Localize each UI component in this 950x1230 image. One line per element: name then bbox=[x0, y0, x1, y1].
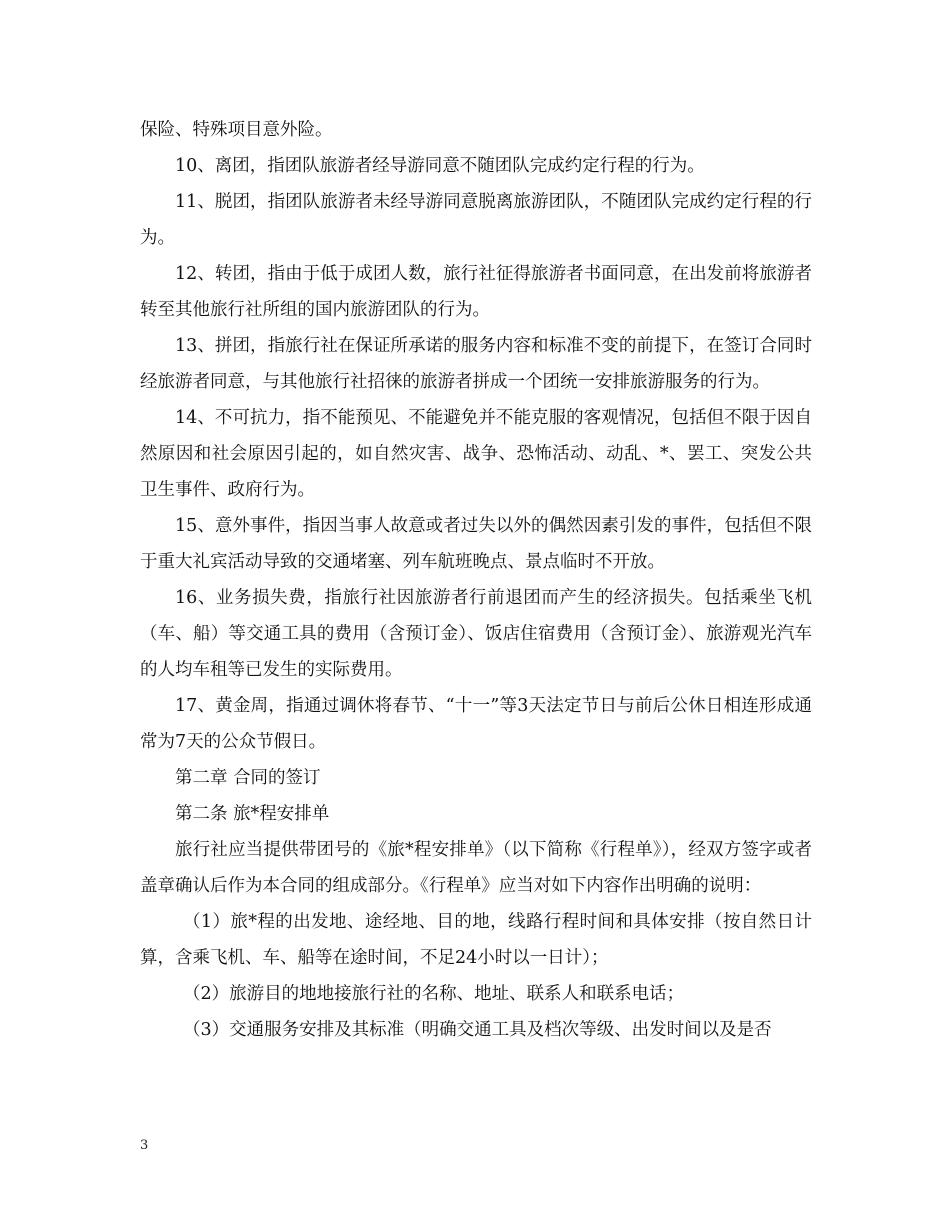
chapter-heading: 第二章 合同的签订 bbox=[175, 768, 321, 788]
paragraph-itinerary-intro: 旅行社应当提供带团号的《旅*程安排单》（以下简称《行程单》），经双方签字或者盖章确认后作为本合同的组成部分。《行程单》应当对如下内容作出明确的说明： bbox=[140, 840, 812, 896]
paragraph-item-10: 10、离团，指团队旅游者经导游同意不随团队完成约定行程的行为。 bbox=[175, 156, 705, 176]
paragraph-item-15: 15、意外事件，指因当事人故意或者过失以外的偶然因素引发的事件，包括但不限于重大礼宾活动导致的交通堵塞、列车航班晚点、景点临时不开放。 bbox=[140, 516, 812, 572]
document-body bbox=[140, 112, 812, 1048]
list-item-1: （1）旅*程的出发地、途经地、目的地，线路行程时间和具体安排（按自然日计算，含乘飞机、车、船等在途时间，不足24小时以一日计）； bbox=[140, 912, 812, 968]
paragraph-insurance-continuation: 保险、特殊项目意外险。 bbox=[140, 120, 333, 140]
paragraph-item-13: 13、拼团，指旅行社在保证所承诺的服务内容和标准不变的前提下，在签订合同时经旅游者同意，与其他旅行社招徕的旅游者拼成一个团统一安排旅游服务的行为。 bbox=[140, 336, 812, 392]
list-item-3: （3）交通服务安排及其标准（明确交通工具及档次等级、出发时间以及是否 bbox=[183, 1020, 772, 1040]
paragraph-item-12: 12、转团，指由于低于成团人数，旅行社征得旅游者书面同意，在出发前将旅游者转至其他旅行社所组的国内旅游团队的行为。 bbox=[140, 264, 812, 320]
list-item-2: （2）旅游目的地地接旅行社的名称、地址、联系人和联系电话； bbox=[183, 984, 685, 1004]
article-heading: 第二条 旅*程安排单 bbox=[175, 804, 330, 824]
page-number: 3 bbox=[140, 1138, 149, 1153]
paragraph-item-11: 11、脱团，指团队旅游者未经导游同意脱离旅游团队，不随团队完成约定行程的行为。 bbox=[140, 192, 812, 248]
paragraph-item-17: 17、黄金周，指通过调休将春节、“十一”等3天法定节日与前后公休日相连形成通常为7天的公众节假日。 bbox=[140, 696, 812, 752]
paragraph-item-16: 16、业务损失费，指旅行社因旅游者行前退团而产生的经济损失。包括乘坐飞机（车、船）等交通工具的费用（含预订金）、饭店住宿费用（含预订金）、旅游观光汽车的人均车租等已发生的实际费用。 bbox=[140, 588, 812, 680]
paragraph-item-14: 14、不可抗力，指不能预见、不能避免并不能克服的客观情况，包括但不限于因自然原因和社会原因引起的，如自然灾害、战争、恐怖活动、动乱、*、罢工、突发公共卫生事件、政府行为。 bbox=[140, 408, 812, 500]
